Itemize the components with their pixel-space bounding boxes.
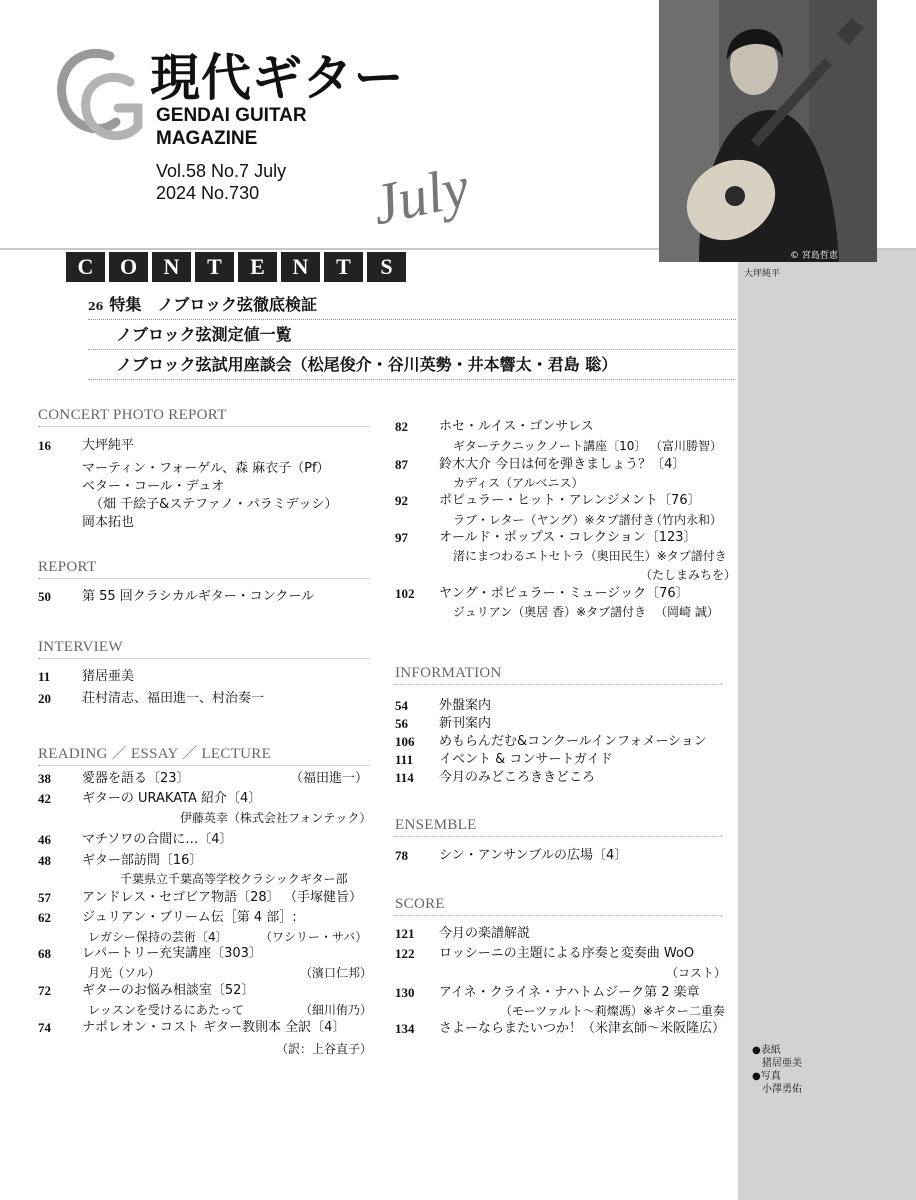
- contents-letter: T: [195, 252, 234, 282]
- cover-photo: [659, 0, 877, 262]
- photo-credit: © 宮島哲恵: [790, 251, 838, 261]
- photo-caption: 大坪純平: [744, 269, 781, 279]
- section-head-ensemble: ENSEMBLE: [395, 817, 723, 837]
- list-item-line: ジュリアン（奥居 香）※タブ譜付き （岡崎 誠）: [453, 605, 719, 619]
- list-item-line: 渚にまつわるエトセトラ（奥田民生）※タブ譜付き: [453, 549, 727, 563]
- list-item-line: （訳：上谷直子）: [276, 1042, 373, 1056]
- contents-letter: S: [367, 252, 406, 282]
- list-item-line: ベター・コール・デュオ: [82, 479, 225, 494]
- feature-title: 26 特集 ノブロック弦徹底検証: [88, 292, 736, 320]
- list-item-line: ギターテクニックノート講座〔10〕 （富川勝智）: [453, 439, 723, 453]
- list-item-line: （畑 千絵子&ステファノ・パラミデッシ）: [90, 497, 338, 512]
- side-notes: ●表紙 猪居亜美 ●写真 小澤勇佑: [752, 1045, 802, 1095]
- magazine-english-title: GENDAI GUITAR MAGAZINE: [156, 105, 307, 149]
- contents-letter: O: [109, 252, 148, 282]
- section-head-score: SCORE: [395, 896, 723, 916]
- feature-sub-2: ノブロック弦試用座談会（松尾俊介・谷川英勢・井本響太・君島 聡）: [88, 352, 736, 380]
- section-head-information: INFORMATION: [395, 665, 723, 685]
- list-item-line: （コスト）: [666, 966, 727, 980]
- issue-info: Vol.58 No.7 July 2024 No.730: [156, 161, 287, 203]
- list-item-line: レガシー保持の芸術〔4〕 （ワシリー・サバ）: [88, 930, 368, 944]
- list-item-line: 千葉県立千葉高等学校クラシックギター部: [120, 872, 348, 886]
- list-item-line: レッスンを受けるにあたって （細川侑乃）: [88, 1003, 373, 1017]
- month-script: July: [366, 153, 475, 238]
- list-item-line: 岡本拓也: [82, 515, 135, 530]
- list-item-line: 伊藤英幸（株式会社フォンテック）: [180, 811, 372, 825]
- contents-letter: C: [66, 252, 105, 282]
- section-head-report: REPORT: [38, 559, 370, 579]
- list-item-line: 月光（ソル） （濱口仁邦）: [88, 966, 373, 980]
- gg-logo-icon: [52, 42, 144, 146]
- magazine-title: 現代ギター: [150, 49, 405, 107]
- section-head-concert: CONCERT PHOTO REPORT: [38, 407, 370, 427]
- contents-letter: E: [238, 252, 277, 282]
- section-head-reading: READING ／ ESSAY ／ LECTURE: [38, 742, 370, 766]
- list-item-line: （モーツァルト～莉燦馮）※ギター二重奏: [500, 1004, 725, 1018]
- feature-sub-1: ノブロック弦測定値一覧: [88, 322, 736, 350]
- list-item-line: ラブ・レター（ヤング）※タブ譜付き （竹内永和）: [453, 513, 723, 527]
- section-head-interview: INTERVIEW: [38, 639, 370, 659]
- contents-letter: N: [281, 252, 320, 282]
- contents-letter: T: [324, 252, 363, 282]
- contents-heading: [66, 252, 410, 282]
- contents-letter: N: [152, 252, 191, 282]
- list-item-line: カディス（アルベニス）: [453, 476, 584, 490]
- list-item-line: マーティン・フォーゲル、森 麻衣子（Pf）: [82, 461, 330, 476]
- list-item-line: （たしまみちを）: [640, 568, 737, 582]
